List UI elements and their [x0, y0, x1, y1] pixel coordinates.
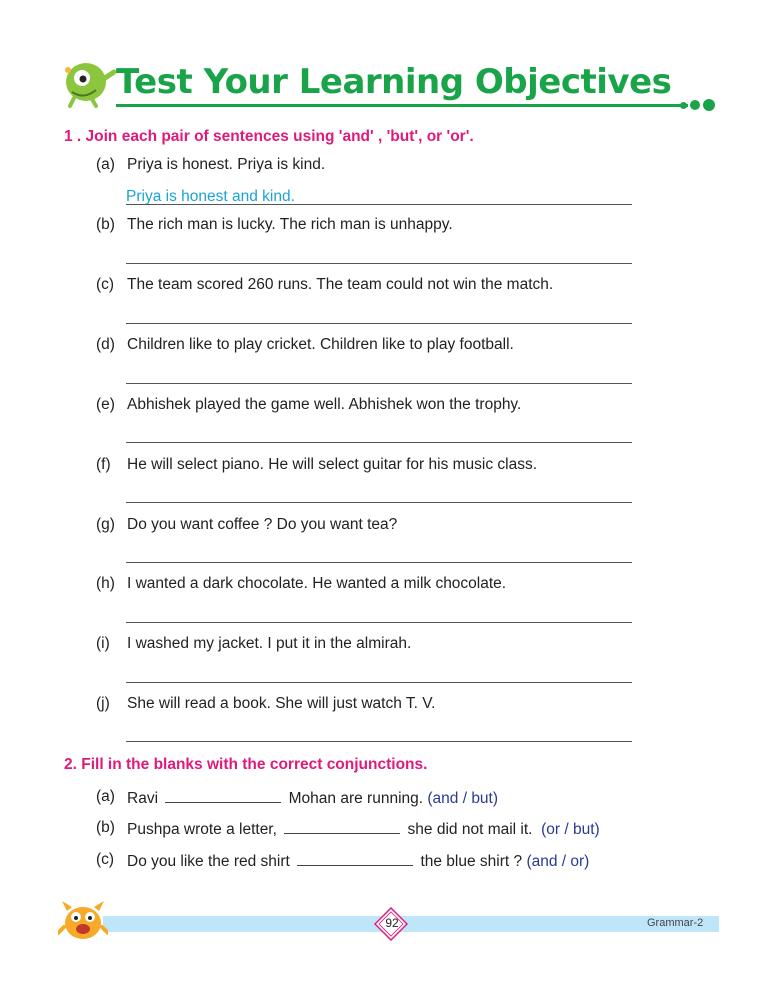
item-sentence: The team scored 260 runs. The team could not win the match.: [127, 276, 554, 293]
sentence-end: the blue shirt ?: [420, 853, 523, 870]
footer-band: [103, 916, 719, 932]
monster-icon: [58, 897, 108, 941]
item-sentence: I washed my jacket. I put it in the almirah.: [127, 635, 412, 652]
sentence-start: Do you like the red shirt: [127, 853, 290, 870]
conjunction-hint: (and / or): [526, 853, 590, 870]
answer-line[interactable]: [126, 204, 632, 205]
item-sentence: I wanted a dark chocolate. He wanted a milk chocolate.: [127, 575, 507, 592]
item-sentence: Children like to play cricket. Children like to play football.: [127, 336, 514, 353]
answer-line[interactable]: [126, 383, 632, 384]
decorative-dot: [680, 102, 687, 109]
item-sentence: Abhishek played the game well. Abhishek won the trophy.: [127, 396, 522, 413]
answer-line[interactable]: [126, 562, 632, 563]
item-label: (e): [96, 396, 115, 413]
question-2-item-b: [127, 819, 600, 839]
page-number: 92: [385, 916, 399, 930]
sentence-end: she did not mail it.: [407, 821, 533, 838]
answer-line[interactable]: [126, 682, 632, 683]
item-sentence: The rich man is lucky. The rich man is unhappy.: [127, 216, 453, 233]
answer-text: Priya is honest and kind.: [126, 188, 295, 205]
fill-blank[interactable]: [297, 851, 413, 866]
fill-blank[interactable]: [284, 819, 400, 834]
answer-line[interactable]: [126, 741, 632, 742]
page-title: Test Your Learning Objectives: [116, 62, 672, 102]
question-1-heading: 1 . Join each pair of sentences using 'and' , 'but', or 'or'.: [64, 128, 474, 145]
fill-blank[interactable]: [165, 788, 281, 803]
sentence-start: Ravi: [127, 790, 159, 807]
conjunction-hint: (or / but): [541, 821, 600, 838]
item-sentence: She will read a book. She will just watch T. V.: [127, 695, 436, 712]
answer-line[interactable]: [126, 502, 632, 503]
sentence-start: Pushpa wrote a letter,: [127, 821, 277, 838]
item-sentence: He will select piano. He will select guitar for his music class.: [127, 456, 538, 473]
title-underline: [116, 104, 688, 107]
answer-line[interactable]: [126, 442, 632, 443]
item-label: (j): [96, 695, 110, 712]
question-2-item-c: [127, 851, 589, 871]
answer-line[interactable]: [126, 323, 632, 324]
decorative-dot: [703, 99, 715, 111]
item-label: (a): [96, 788, 115, 805]
item-label: (b): [96, 216, 115, 233]
item-label: (d): [96, 336, 115, 353]
sentence-end: Mohan are running.: [288, 790, 424, 807]
item-label: (f): [96, 456, 111, 473]
item-label: (h): [96, 575, 115, 592]
answer-line[interactable]: [126, 263, 632, 264]
item-sentence: Priya is honest. Priya is kind.: [127, 156, 326, 173]
item-sentence: Do you want coffee ? Do you want tea?: [127, 516, 398, 533]
item-label: (c): [96, 851, 115, 868]
answer-line[interactable]: [126, 622, 632, 623]
question-2-heading: 2. Fill in the blanks with the correct conjunctions.: [64, 756, 428, 773]
item-label: (g): [96, 516, 115, 533]
item-label: (c): [96, 276, 115, 293]
item-label: (i): [96, 635, 110, 652]
conjunction-hint: (and / but): [427, 790, 499, 807]
mascot-icon: [62, 58, 118, 108]
question-2-item-a: [127, 788, 498, 808]
item-label: (a): [96, 156, 115, 173]
book-name: Grammar-2: [647, 917, 704, 929]
item-label: (b): [96, 819, 115, 836]
decorative-dot: [690, 100, 700, 110]
